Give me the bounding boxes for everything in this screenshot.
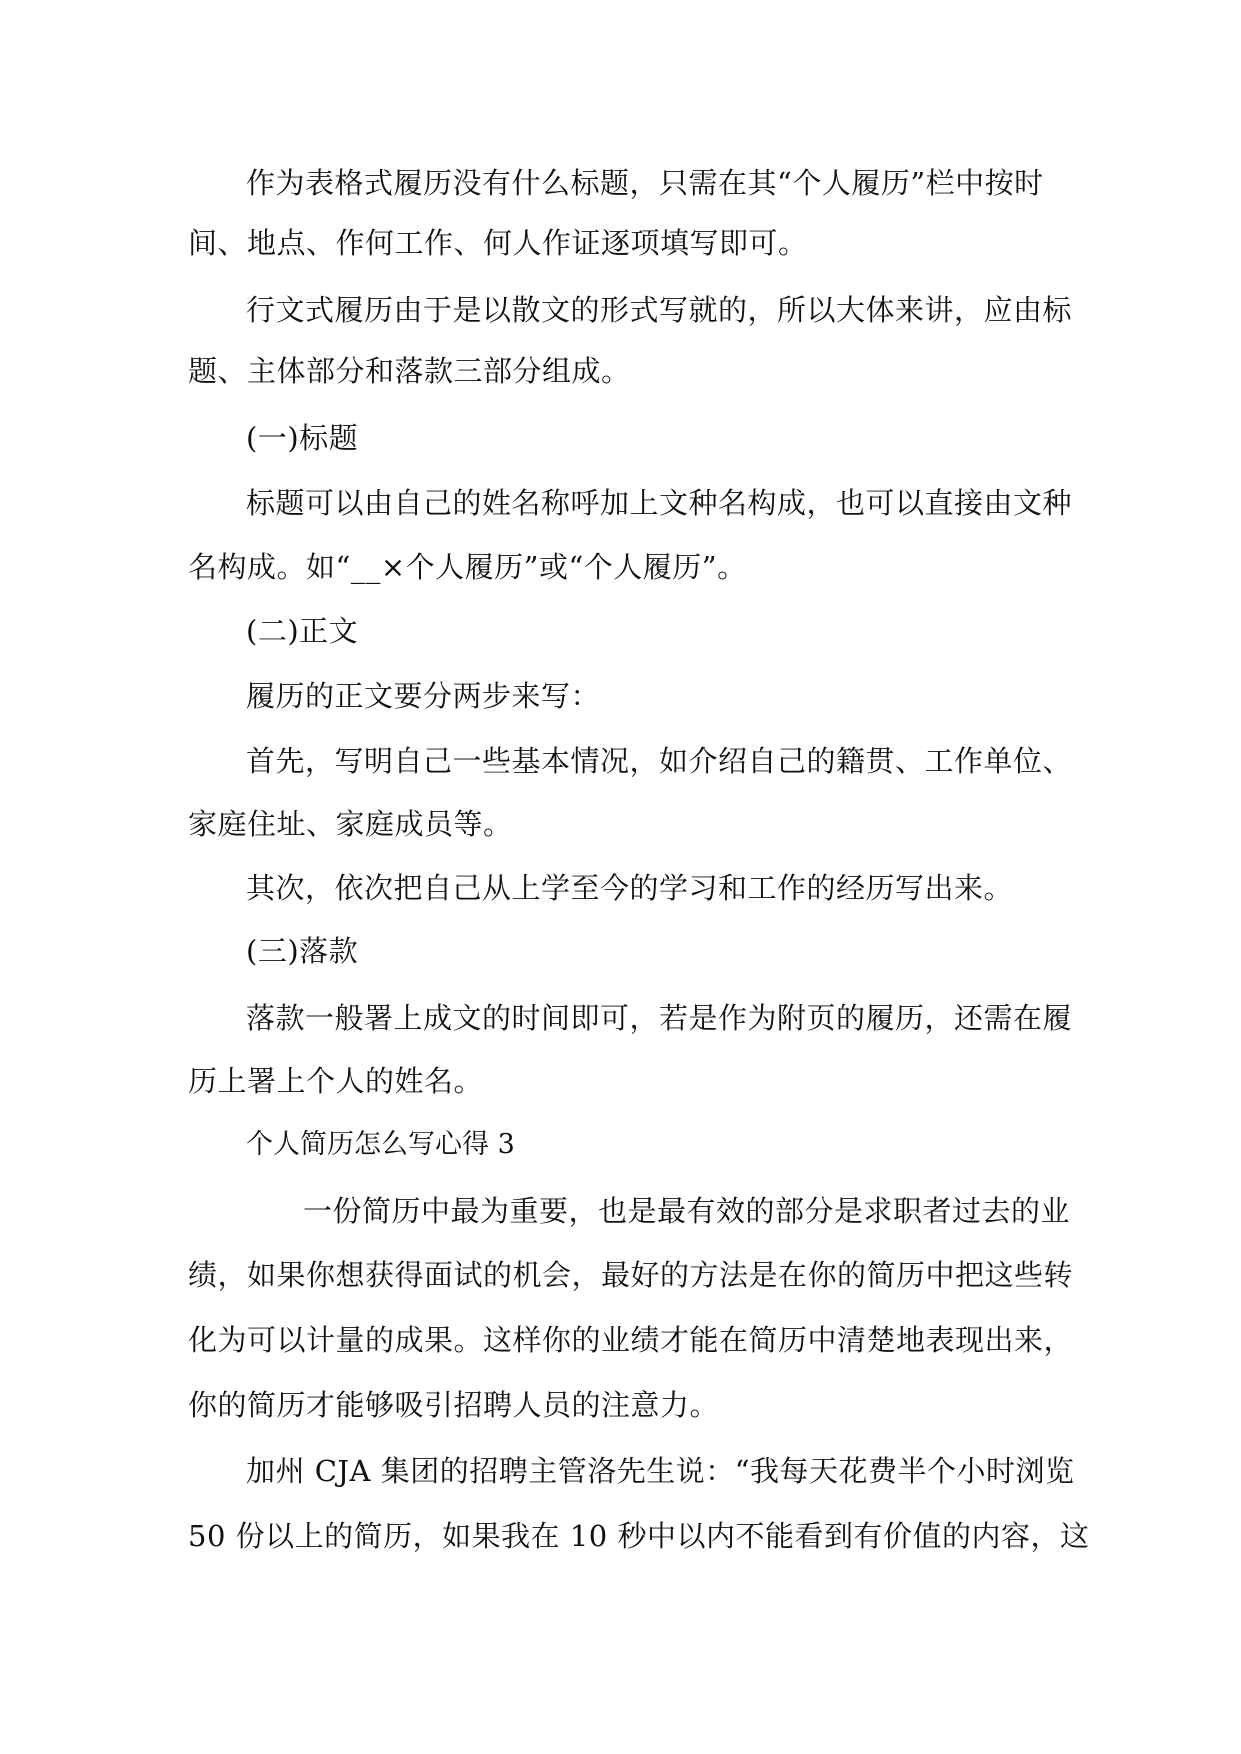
paragraph-line: 化为可以计量的成果。这样你的业绩才能在简历中清楚地表现出来， bbox=[188, 1323, 1074, 1357]
paragraph-line: 落款一般署上成文的时间即可，若是作为附页的履历，还需在履 bbox=[246, 1001, 1073, 1035]
paragraph-line: 题、主体部分和落款三部分组成。 bbox=[188, 354, 631, 388]
paragraph-line: 履历的正文要分两步来写： bbox=[246, 679, 601, 713]
paragraph-line: 一份简历中最为重要，也是最有效的部分是求职者过去的业 bbox=[303, 1194, 1071, 1228]
paragraph-line: 首先，写明自己一些基本情况，如介绍自己的籍贯、工作单位、 bbox=[246, 744, 1073, 778]
paragraph-line: 家庭住址、家庭成员等。 bbox=[188, 807, 513, 841]
paragraph-line: 作为表格式履历没有什么标题，只需在其“个人履历”栏中按时 bbox=[246, 166, 1044, 200]
paragraph-line: 其次，依次把自己从上学至今的学习和工作的经历写出来。 bbox=[246, 871, 1014, 905]
paragraph-line: 绩，如果你想获得面试的机会，最好的方法是在你的简历中把这些转 bbox=[188, 1258, 1074, 1292]
paragraph-line: 标题可以由自己的姓名称呼加上文种名构成，也可以直接由文种 bbox=[246, 486, 1073, 520]
section-heading-title: (一)标题 bbox=[246, 421, 359, 455]
paragraph-line: 行文式履历由于是以散文的形式写就的，所以大体来讲，应由标 bbox=[246, 293, 1073, 327]
paragraph-line: 历上署上个人的姓名。 bbox=[188, 1064, 484, 1098]
paragraph-line: 间、地点、作何工作、何人作证逐项填写即可。 bbox=[188, 226, 808, 260]
paragraph-line: 加州 CJA 集团的招聘主管洛先生说：“我每天花费半个小时浏览 bbox=[246, 1454, 1075, 1488]
section-title: 个人简历怎么写心得 3 bbox=[246, 1129, 515, 1160]
paragraph-line: 你的简历才能够吸引招聘人员的注意力。 bbox=[188, 1388, 720, 1422]
paragraph-line: 名构成。如“__×个人履历”或“个人履历”。 bbox=[188, 550, 747, 584]
section-heading-signature: (三)落款 bbox=[246, 934, 359, 968]
section-heading-body: (二)正文 bbox=[246, 614, 359, 648]
paragraph-line: 50 份以上的简历，如果我在 10 秒中以内不能看到有价值的内容，这 bbox=[188, 1519, 1090, 1553]
